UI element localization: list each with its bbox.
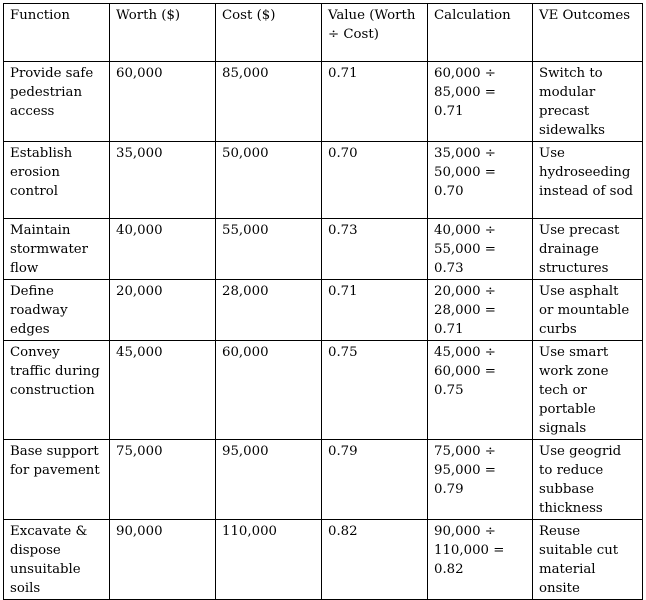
cell-ve-outcome: Use precast drainage structures bbox=[533, 219, 643, 280]
cell-function: Establish erosion control bbox=[4, 142, 110, 219]
cell-calculation: 40,000 ÷ 55,000 = 0.73 bbox=[428, 219, 533, 280]
cell-cost: 95,000 bbox=[216, 440, 322, 520]
cell-function: Define roadway edges bbox=[4, 280, 110, 341]
cell-value: 0.75 bbox=[322, 341, 428, 440]
cell-calculation: 45,000 ÷ 60,000 = 0.75 bbox=[428, 341, 533, 440]
cell-cost: 85,000 bbox=[216, 62, 322, 142]
table-row bbox=[4, 219, 643, 280]
cell-worth: 60,000 bbox=[110, 62, 216, 142]
header-worth: Worth ($) bbox=[110, 4, 216, 62]
table-row bbox=[4, 280, 643, 341]
cell-cost: 50,000 bbox=[216, 142, 322, 219]
cell-worth: 90,000 bbox=[110, 520, 216, 600]
cell-cost: 28,000 bbox=[216, 280, 322, 341]
cell-function: Convey traffic during construction bbox=[4, 341, 110, 440]
table-row bbox=[4, 520, 643, 600]
header-value: Value (Worth ÷ Cost) bbox=[322, 4, 428, 62]
cell-calculation: 20,000 ÷ 28,000 = 0.71 bbox=[428, 280, 533, 341]
cell-worth: 40,000 bbox=[110, 219, 216, 280]
cell-ve-outcome: Use smart work zone tech or portable signals bbox=[533, 341, 643, 440]
cell-calculation: 75,000 ÷ 95,000 = 0.79 bbox=[428, 440, 533, 520]
cell-value: 0.79 bbox=[322, 440, 428, 520]
cell-value: 0.71 bbox=[322, 62, 428, 142]
cell-worth: 35,000 bbox=[110, 142, 216, 219]
cell-cost: 110,000 bbox=[216, 520, 322, 600]
header-cost: Cost ($) bbox=[216, 4, 322, 62]
cell-value: 0.71 bbox=[322, 280, 428, 341]
cell-cost: 60,000 bbox=[216, 341, 322, 440]
cell-ve-outcome: Switch to modular precast sidewalks bbox=[533, 62, 643, 142]
cell-calculation: 60,000 ÷ 85,000 = 0.71 bbox=[428, 62, 533, 142]
value-engineering-table bbox=[3, 3, 643, 600]
cell-function: Base support for pavement bbox=[4, 440, 110, 520]
cell-worth: 20,000 bbox=[110, 280, 216, 341]
cell-value: 0.82 bbox=[322, 520, 428, 600]
cell-function: Excavate & dispose unsuitable soils bbox=[4, 520, 110, 600]
cell-ve-outcome: Use geogrid to reduce subbase thickness bbox=[533, 440, 643, 520]
cell-value: 0.73 bbox=[322, 219, 428, 280]
table-row bbox=[4, 341, 643, 440]
header-function: Function bbox=[4, 4, 110, 62]
cell-worth: 45,000 bbox=[110, 341, 216, 440]
cell-cost: 55,000 bbox=[216, 219, 322, 280]
cell-calculation: 35,000 ÷ 50,000 = 0.70 bbox=[428, 142, 533, 219]
cell-function: Provide safe pedestrian access bbox=[4, 62, 110, 142]
cell-ve-outcome: Use asphalt or mountable curbs bbox=[533, 280, 643, 341]
header-ve-outcomes: VE Outcomes bbox=[533, 4, 643, 62]
table-header-row bbox=[4, 4, 643, 62]
cell-ve-outcome: Reuse suitable cut material onsite bbox=[533, 520, 643, 600]
cell-value: 0.70 bbox=[322, 142, 428, 219]
cell-calculation: 90,000 ÷ 110,000 = 0.82 bbox=[428, 520, 533, 600]
cell-function: Maintain stormwater flow bbox=[4, 219, 110, 280]
table-row bbox=[4, 62, 643, 142]
header-calculation: Calculation bbox=[428, 4, 533, 62]
cell-worth: 75,000 bbox=[110, 440, 216, 520]
cell-ve-outcome: Use hydroseeding instead of sod bbox=[533, 142, 643, 219]
table-row bbox=[4, 440, 643, 520]
table-row bbox=[4, 142, 643, 219]
